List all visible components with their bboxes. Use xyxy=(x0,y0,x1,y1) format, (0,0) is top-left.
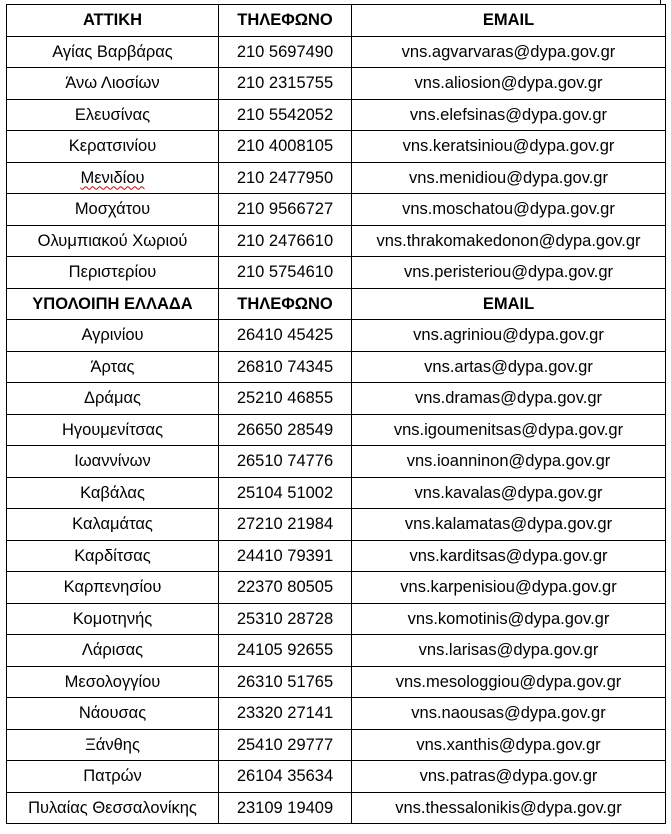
phone-cell: 210 2477950 xyxy=(219,162,352,194)
table-row xyxy=(7,257,666,289)
email-cell: vns.peristeriou@dypa.gov.gr xyxy=(352,257,666,289)
email-cell: vns.menidiou@dypa.gov.gr xyxy=(352,162,666,194)
email-cell: vns.kavalas@dypa.gov.gr xyxy=(352,477,666,509)
phone-cell: 26310 51765 xyxy=(219,666,352,698)
table-row xyxy=(7,194,666,226)
phone-cell: 23109 19409 xyxy=(219,792,352,824)
table-row xyxy=(7,68,666,100)
table-row xyxy=(7,761,666,793)
email-cell: vns.larisas@dypa.gov.gr xyxy=(352,635,666,667)
place-cell: Ηγουμενίτσας xyxy=(7,414,219,446)
table-row xyxy=(7,414,666,446)
attica-region-header: ΑΤΤΙΚΗ xyxy=(7,5,219,37)
table-row xyxy=(7,635,666,667)
rest-phone-header: ΤΗΛΕΦΩΝΟ xyxy=(219,288,352,320)
table-row xyxy=(7,351,666,383)
place-cell xyxy=(7,162,219,194)
table-row xyxy=(7,477,666,509)
email-cell: vns.mesologgiou@dypa.gov.gr xyxy=(352,666,666,698)
table-row xyxy=(7,225,666,257)
table-row xyxy=(7,698,666,730)
email-cell: vns.karditsas@dypa.gov.gr xyxy=(352,540,666,572)
attica-phone-header: ΤΗΛΕΦΩΝΟ xyxy=(219,5,352,37)
email-cell: vns.komotinis@dypa.gov.gr xyxy=(352,603,666,635)
phone-cell: 27210 21984 xyxy=(219,509,352,541)
place-cell: Κερατσινίου xyxy=(7,131,219,163)
table-row xyxy=(7,509,666,541)
email-cell: vns.elefsinas@dypa.gov.gr xyxy=(352,99,666,131)
place-cell: Ιωαννίνων xyxy=(7,446,219,478)
table-row xyxy=(7,383,666,415)
phone-cell: 26104 35634 xyxy=(219,761,352,793)
place-cell: Πατρών xyxy=(7,761,219,793)
email-cell: vns.igoumenitsas@dypa.gov.gr xyxy=(352,414,666,446)
place-cell: Ολυμπιακού Χωριού xyxy=(7,225,219,257)
place-cell: Καλαμάτας xyxy=(7,509,219,541)
place-cell: Καβάλας xyxy=(7,477,219,509)
table-row xyxy=(7,572,666,604)
table-row xyxy=(7,540,666,572)
phone-cell: 26510 74776 xyxy=(219,446,352,478)
phone-cell: 24105 92655 xyxy=(219,635,352,667)
email-cell: vns.thrakomakedonon@dypa.gov.gr xyxy=(352,225,666,257)
phone-cell: 210 4008105 xyxy=(219,131,352,163)
phone-cell: 25104 51002 xyxy=(219,477,352,509)
phone-cell: 24410 79391 xyxy=(219,540,352,572)
table-row xyxy=(7,603,666,635)
phone-cell: 210 5754610 xyxy=(219,257,352,289)
email-cell: vns.dramas@dypa.gov.gr xyxy=(352,383,666,415)
place-cell: Καρπενησίου xyxy=(7,572,219,604)
email-cell: vns.xanthis@dypa.gov.gr xyxy=(352,729,666,761)
phone-cell: 25410 29777 xyxy=(219,729,352,761)
table-row xyxy=(7,446,666,478)
phone-cell: 210 5697490 xyxy=(219,36,352,68)
place-cell: Λάρισας xyxy=(7,635,219,667)
table-row xyxy=(7,131,666,163)
table-row xyxy=(7,666,666,698)
table-row xyxy=(7,792,666,824)
phone-cell: 210 2315755 xyxy=(219,68,352,100)
email-cell: vns.kalamatas@dypa.gov.gr xyxy=(352,509,666,541)
attica-email-header: EMAIL xyxy=(352,5,666,37)
email-cell: vns.agriniou@dypa.gov.gr xyxy=(352,320,666,352)
rest-region-header: ΥΠΟΛΟΙΠΗ ΕΛΛΑΔΑ xyxy=(7,288,219,320)
attica-header-row xyxy=(7,5,666,37)
email-cell: vns.ioanninon@dypa.gov.gr xyxy=(352,446,666,478)
place-cell: Πυλαίας Θεσσαλονίκης xyxy=(7,792,219,824)
place-cell: Δράμας xyxy=(7,383,219,415)
email-cell: vns.moschatou@dypa.gov.gr xyxy=(352,194,666,226)
email-cell: vns.agvarvaras@dypa.gov.gr xyxy=(352,36,666,68)
place-cell: Περιστερίου xyxy=(7,257,219,289)
email-cell: vns.aliosion@dypa.gov.gr xyxy=(352,68,666,100)
place-cell: Μοσχάτου xyxy=(7,194,219,226)
email-cell: vns.keratsiniou@dypa.gov.gr xyxy=(352,131,666,163)
rest-email-header: EMAIL xyxy=(352,288,666,320)
place-cell: Ελευσίνας xyxy=(7,99,219,131)
phone-cell: 26410 45425 xyxy=(219,320,352,352)
contacts-table xyxy=(6,4,666,824)
table-row xyxy=(7,729,666,761)
rest-of-greece-header-row xyxy=(7,288,666,320)
place-cell: Αγίας Βαρβάρας xyxy=(7,36,219,68)
email-cell: vns.artas@dypa.gov.gr xyxy=(352,351,666,383)
phone-cell: 25210 46855 xyxy=(219,383,352,415)
table-row xyxy=(7,99,666,131)
phone-cell: 26810 74345 xyxy=(219,351,352,383)
phone-cell: 210 2476610 xyxy=(219,225,352,257)
phone-cell: 25310 28728 xyxy=(219,603,352,635)
table-row xyxy=(7,320,666,352)
place-cell: Αγρινίου xyxy=(7,320,219,352)
email-cell: vns.naousas@dypa.gov.gr xyxy=(352,698,666,730)
place-cell: Νάουσας xyxy=(7,698,219,730)
phone-cell: 23320 27141 xyxy=(219,698,352,730)
place-cell: Ξάνθης xyxy=(7,729,219,761)
phone-cell: 26650 28549 xyxy=(219,414,352,446)
contacts-table-body xyxy=(7,5,666,824)
email-cell: vns.karpenisiou@dypa.gov.gr xyxy=(352,572,666,604)
phone-cell: 22370 80505 xyxy=(219,572,352,604)
place-cell: Κομοτηνής xyxy=(7,603,219,635)
place-cell: Άρτας xyxy=(7,351,219,383)
email-cell: vns.patras@dypa.gov.gr xyxy=(352,761,666,793)
phone-cell: 210 9566727 xyxy=(219,194,352,226)
table-row xyxy=(7,162,666,194)
place-cell: Καρδίτσας xyxy=(7,540,219,572)
place-cell: Μεσολογγίου xyxy=(7,666,219,698)
spellcheck-underlined-text: Μενιδίου xyxy=(80,168,145,187)
table-row xyxy=(7,36,666,68)
email-cell: vns.thessalonikis@dypa.gov.gr xyxy=(352,792,666,824)
place-cell: Άνω Λιοσίων xyxy=(7,68,219,100)
phone-cell: 210 5542052 xyxy=(219,99,352,131)
